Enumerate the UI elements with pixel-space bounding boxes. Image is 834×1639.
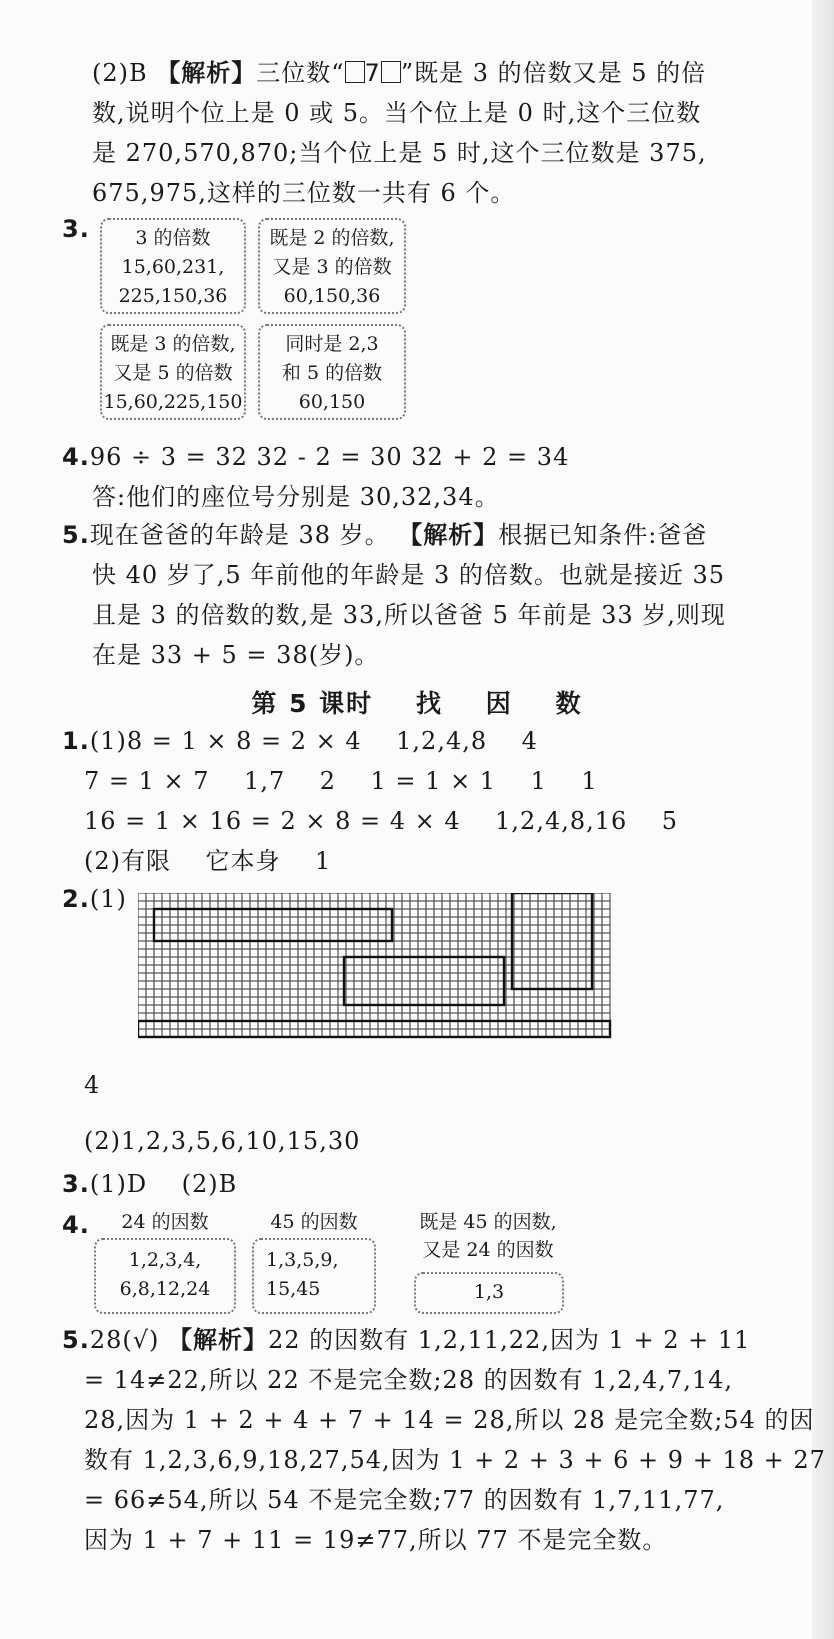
analysis-tag: 【解析】: [156, 59, 257, 87]
box-values: 60,150: [298, 391, 366, 413]
box-values: 15,60,225,150: [103, 391, 243, 413]
multiples-of-3-box: [100, 218, 246, 314]
box-label: 同时是 2,3: [285, 333, 379, 355]
factors-45-box: [252, 1238, 376, 1314]
q5-line-3: 且是 3 的倍数的数,是 33,所以爸爸 5 年前是 33 岁,则现: [92, 601, 726, 629]
box-label: 又是 5 的倍数: [113, 362, 233, 384]
p5-text: 22 的因数有 1,2,11,22,因为 1 + 2 + 11: [268, 1326, 751, 1354]
box-values: 1,2,3,4,: [128, 1249, 202, 1271]
rectangle-grid-figure: [138, 893, 612, 1053]
p5-line-3: 28,因为 1 + 2 + 4 + 7 + 14 = 28,所以 28 是完全数;54 的因: [84, 1406, 815, 1434]
box-label: 3 的倍数: [135, 227, 211, 249]
p5-line-4: 数有 1,2,3,6,9,18,27,54,因为 1 + 2 + 3 + 6 + 9 + 18 + 27: [84, 1446, 826, 1474]
s1-answer: (2)B: [92, 59, 157, 87]
p3-text: (1)D (2)B: [89, 1170, 238, 1198]
p2-part2: (2)1,2,3,5,6,10,15,30: [84, 1127, 361, 1155]
q5-number: 5.: [62, 521, 90, 549]
p3-line: [62, 1167, 237, 1201]
p1-line-1: [62, 724, 538, 758]
box-label: 又是 3 的倍数: [272, 256, 392, 278]
multiples-of-2-and-3-box: [258, 218, 406, 314]
s1-line-1: [92, 56, 706, 90]
q5-text: 根据已知条件:爸爸: [498, 521, 708, 549]
q5-line-1: [62, 518, 707, 552]
q4-number: 4.: [62, 443, 90, 471]
p1-line-2: 7 = 1 × 7 1,7 2 1 = 1 × 1 1 1: [84, 767, 598, 795]
p1-line-3: 16 = 1 × 16 = 2 × 8 = 4 × 4 1,2,4,8,16 5: [84, 807, 679, 835]
p2-answer: 4: [84, 1071, 101, 1099]
q4-answer: 答:他们的座位号分别是 30,32,34。: [92, 483, 500, 511]
box-values: 60,150,36: [283, 285, 381, 307]
q5-line-2: 快 40 岁了,5 年前他的年龄是 3 的倍数。也就是接近 35: [92, 561, 726, 589]
multiples-of-2-3-5-box: [258, 324, 406, 420]
common-factors-box: [414, 1272, 564, 1314]
factors-24-box: [94, 1238, 236, 1314]
p5-line-2: = 14≠22,所以 22 不是完全数;28 的因数有 1,2,4,7,14,: [84, 1366, 733, 1394]
box-values: 1,3,5,9,: [266, 1249, 339, 1271]
p1-text: (1)8 = 1 × 8 = 2 × 4 1,2,4,8 4: [89, 727, 538, 755]
analysis-tag: 【解析】: [398, 521, 499, 549]
q3-number: 3.: [62, 215, 90, 243]
factors-24-label: 24 的因数: [121, 1211, 209, 1233]
q4-line-1: [62, 440, 569, 474]
p5-line-6: 因为 1 + 7 + 11 = 19≠77,所以 77 不是完全数。: [84, 1526, 668, 1554]
box-values: 15,45: [266, 1278, 321, 1300]
blank-box-icon: [381, 61, 401, 83]
s1-line-4: 675,975,这样的三位数一共有 6 个。: [92, 179, 516, 207]
p2-line-1: [62, 882, 127, 916]
q5-line-4: 在是 33 + 5 = 38(岁)。: [92, 641, 380, 669]
box-label: 既是 3 的倍数,: [110, 333, 236, 355]
box-values: 6,8,12,24: [119, 1278, 211, 1300]
s1-digit: 7: [364, 59, 381, 87]
box-label: 既是 2 的倍数,: [269, 227, 395, 249]
p5-number: 5.: [62, 1326, 90, 1354]
q4-equation: 96 ÷ 3 = 32 32 - 2 = 30 32 + 2 = 34: [89, 443, 570, 471]
p2-label: (1): [89, 885, 127, 913]
box-values: 225,150,36: [118, 285, 228, 307]
common-factors-label-line: 既是 45 的因数,: [419, 1211, 557, 1233]
box-values: 15,60,231,: [121, 256, 225, 278]
p2-number: 2.: [62, 885, 90, 913]
s1-line-3: 是 270,570,870;当个位上是 5 时,这个三位数是 375,: [92, 139, 707, 167]
p4-number: 4.: [62, 1211, 90, 1239]
box-values: 1,3: [473, 1281, 505, 1303]
p1-number: 1.: [62, 727, 90, 755]
s1-line-2: 数,说明个位上是 0 或 5。当个位上是 0 时,这个三位数: [92, 99, 702, 127]
p1-line-4: (2)有限 它本身 1: [84, 847, 332, 875]
analysis-tag: 【解析】: [168, 1326, 269, 1354]
common-factors-label-line: 又是 24 的因数: [422, 1239, 554, 1261]
common-factors-label: [408, 1208, 568, 1264]
section-title: 第 5 课时 找 因 数: [251, 689, 583, 718]
s1-text-b: ”既是 3 的倍数又是 5 的倍: [400, 59, 707, 87]
blank-box-icon: [345, 61, 365, 83]
p5-answer: 28(√): [89, 1326, 169, 1354]
p5-line-1: [62, 1323, 750, 1357]
box-label: 和 5 的倍数: [281, 362, 383, 384]
multiples-of-3-and-5-box: [100, 324, 246, 420]
factors-45-label: 45 的因数: [270, 1211, 358, 1233]
s1-text-a: 三位数“: [256, 59, 345, 87]
p5-line-5: = 66≠54,所以 54 不是完全数;77 的因数有 1,7,11,77,: [84, 1486, 725, 1514]
q5-answer: 现在爸爸的年龄是 38 岁。: [89, 521, 399, 549]
p3-number: 3.: [62, 1170, 90, 1198]
